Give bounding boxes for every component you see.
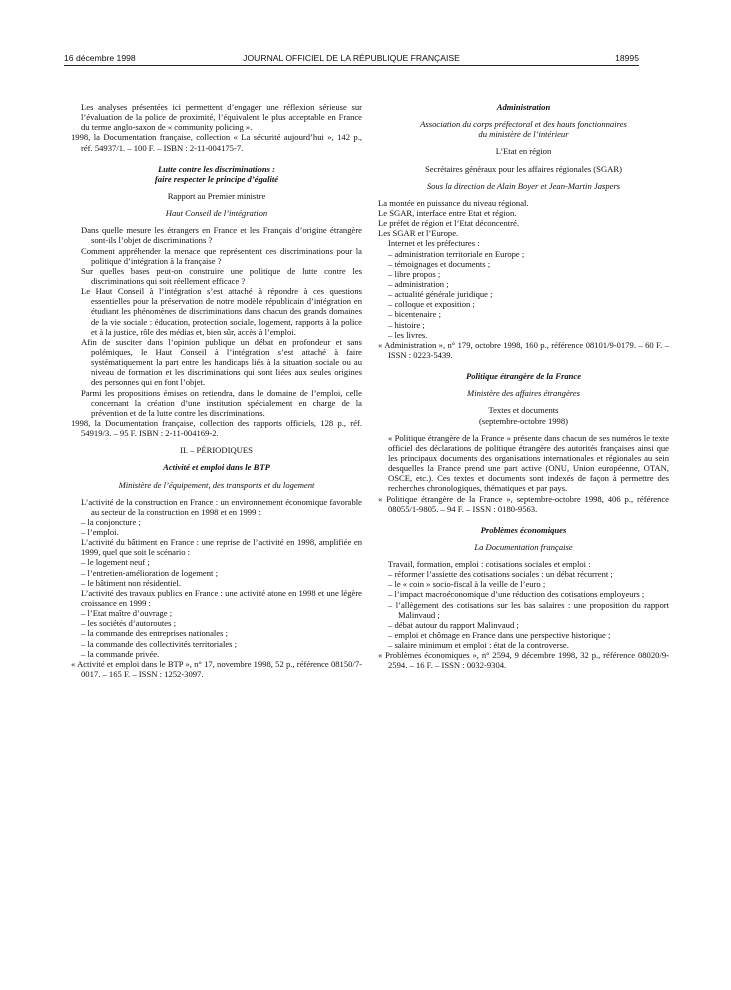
reference: 1998, la Documentation française, collection « La sécurité aujourd’hui », 142 p., réf. 54937/1. – 100 F. – ISBN : 2-11-004175-7. [71, 132, 362, 153]
section-title: Activité et emploi dans le BTP [163, 462, 270, 473]
paragraph: Le Haut Conseil à l’intégration s’est attaché à répondre à ces questions essentielles pour la préservation de notre modèle républicain d’intégration en étudiant les phénomènes de discriminations dans chacun des grands domaines de la vie sociale : éducation, protection sociale, logement, rapports à la police et à la justice, rôle des médias et, bien sûr, accès à l’emploi. [81, 286, 362, 337]
list-item: – la commande des entreprises nationales ; [81, 628, 229, 639]
section-organization: Association du corps préfectoral et des hauts fonctionnaires [420, 119, 627, 130]
header-date: 16 décembre 1998 [64, 53, 136, 63]
list-item: La montée en puissance du niveau régional. [378, 197, 529, 208]
reference: « Politique étrangère de la France », septembre-octobre 1998, 406 p., référence 08055/1-9805. – 94 F. – ISSN : 0180-9563. [378, 493, 669, 514]
list-item: – le bâtiment non résidentiel. [81, 577, 181, 588]
paragraph: « Politique étrangère de la France » présente dans chacun de ses numéros le texte officiel des déclarations de politique étrangère des autorités françaises ainsi que les principaux documents des organisations internationales et régionales au sein desquelles la France prend une part active (ONU, Union européenne, OTAN, OSCE, etc.). Ces textes et documents sont indexés de façon à permettre des recherches chronologiques, thématiques et par pays. [388, 432, 669, 494]
list-item: – bicentenaire ; [388, 309, 441, 320]
list-item: – libre propos ; [388, 268, 441, 279]
list-item: – l’allègement des cotisations sur les bas salaires : une proposition du rapport Malinvaud ; [388, 599, 669, 620]
list-item: – les livres. [388, 329, 428, 340]
reference: « Problèmes économiques », n° 2594, 9 décembre 1998, 32 p., référence 08020/9-2594. – 16 F. – ISSN : 0032-9304. [378, 650, 669, 671]
section-subtitle: Secrétaires généraux pour les affaires régionales (SGAR) [425, 163, 622, 174]
list-item: Le préfet de région et l’Etat déconcentré. [378, 218, 520, 229]
list-item: – colloque et exposition ; [388, 299, 475, 310]
list-item: – la conjoncture ; [81, 516, 141, 527]
intro-paragraph: Les analyses présentées ici permettent d’engager une réflexion sérieuse sur l’évaluation de la police de proximité, l’équivalent le plus acceptable en France du terme anglo-saxon de « community policing ». [81, 102, 362, 133]
list-item: – les sociétés d’autoroutes ; [81, 618, 176, 629]
reference: « Activité et emploi dans le BTP », n° 17, novembre 1998, 52 p., référence 08150/7-0017. – 165 F. – ISSN : 1252-3097. [71, 658, 362, 680]
section-organization: Haut Conseil de l’intégration [165, 208, 268, 219]
list-item: – le logement neuf ; [81, 557, 150, 568]
header-rule [64, 65, 639, 66]
header-journal-title: JOURNAL OFFICIEL DE LA RÉPUBLIQUE FRANÇAISE [243, 53, 460, 63]
section-heading: II. – PÉRIODIQUES [180, 445, 253, 456]
section-organization: Ministère des affaires étrangères [467, 388, 580, 399]
list-item: – salaire minimum et emploi : état de la controverse. [388, 640, 569, 651]
list-item: – l’Etat maître d’ouvrage ; [81, 608, 173, 619]
section-subtitle: (septembre-octobre 1998) [478, 415, 568, 426]
section-title: faire respecter le principe d’égalité [154, 173, 279, 184]
paragraph: Parmi les propositions émises on retiendra, dans le domaine de l’emploi, celle concernant la création d’une institution spécialement en charge de la prévention et de la lutte contre les discriminations. [81, 387, 362, 418]
list-item: – témoignages et documents ; [388, 258, 491, 269]
editor-line: Sous la direction de Alain Boyer et Jean-Martin Jaspers [426, 180, 621, 191]
right-column [378, 102, 669, 671]
list-item: – la commande des collectivités territoriales ; [81, 638, 238, 649]
paragraph: L’activité du bâtiment en France : une reprise de l’activité en 1998, amplifiée en 1999, quel que soit le scénario : [81, 537, 362, 558]
list-item: – le « coin » socio-fiscal à la veille de l’euro ; [388, 579, 546, 590]
reference: 1998, la Documentation française, collection des rapports officiels, 128 p., réf. 54919/3. – 95 F. ISBN : 2-11-004169-2. [71, 417, 362, 439]
section-organization: La Documentation française [474, 541, 573, 552]
list-item: – la commande privée. [81, 648, 160, 659]
section-organization: du ministère de l’intérieur [478, 129, 569, 140]
paragraph: Sur quelles bases peut-on construire une politique de lutte contre les discriminations qui soit réellement efficace ? [81, 265, 362, 286]
header-page-number: 18995 [615, 53, 639, 63]
paragraph: L’activité de la construction en France : un environnement économique favorable au secteur de la construction en 1998 et en 1999 : [81, 496, 362, 517]
paragraph: Travail, formation, emploi : cotisations sociales et emploi : [388, 559, 591, 570]
paragraph: Afin de susciter dans l’opinion publique un débat en profondeur et sans polémiques, le Haut Conseil à l’intégration s’est attaché à faire systématiquement la part entre les handicaps liés à la situation sociale ou au niveau de formation et les discriminations qui sont liées aux seules origines des personnes qui en font l’objet. [81, 336, 362, 388]
section-title: Lutte contre les discriminations : [158, 163, 275, 174]
list-item: – administration ; [388, 278, 449, 289]
list-item: – débat autour du rapport Malinvaud ; [388, 619, 519, 630]
reference: « Administration », n° 179, octobre 1998, 160 p., référence 08101/9-0179. – 60 F. – ISSN : 0223-5439. [378, 339, 669, 360]
list-item: – actualité générale juridique ; [388, 289, 493, 300]
list-item: – histoire ; [388, 319, 425, 330]
list-item: – administration territoriale en Europe ; [388, 248, 525, 259]
list-item: – emploi et chômage en France dans une perspective historique ; [388, 630, 611, 641]
section-subtitle: L’Etat en région [495, 146, 552, 157]
list-item: – réformer l’assiette des cotisations sociales : un débat récurrent ; [388, 569, 613, 580]
paragraph: Internet et les préfectures : [388, 238, 480, 249]
section-title: Problèmes économiques [480, 524, 567, 535]
paragraph: Dans quelle mesure les étrangers en France et les Français d’origine étrangère sont-ils l’objet de discriminations ? [81, 225, 362, 246]
section-subtitle: Rapport au Premier ministre [167, 190, 266, 201]
list-item: Le SGAR, interface entre Etat et région. [378, 207, 517, 218]
left-column [71, 102, 362, 679]
section-organization: Ministère de l’équipement, des transports et du logement [118, 479, 315, 490]
list-item: – l’impact macroéconomique d’une réduction des cotisations employeurs ; [388, 589, 645, 600]
list-item: – l’entretien-amélioration de logement ; [81, 567, 218, 578]
section-title: Politique étrangère de la France [465, 371, 582, 382]
section-title: Administration [496, 102, 551, 112]
section-subtitle: Textes et documents [488, 405, 559, 416]
paragraph: L’activité des travaux publics en France : une activité atone en 1998 et une légère croissance en 1999 : [81, 587, 362, 609]
paragraph: Comment appréhender la menace que représentent ces discriminations pour la politique d’intégration à la française ? [81, 245, 362, 266]
list-item: – l’emploi. [81, 527, 119, 538]
list-item: Les SGAR et l’Europe. [378, 228, 459, 239]
